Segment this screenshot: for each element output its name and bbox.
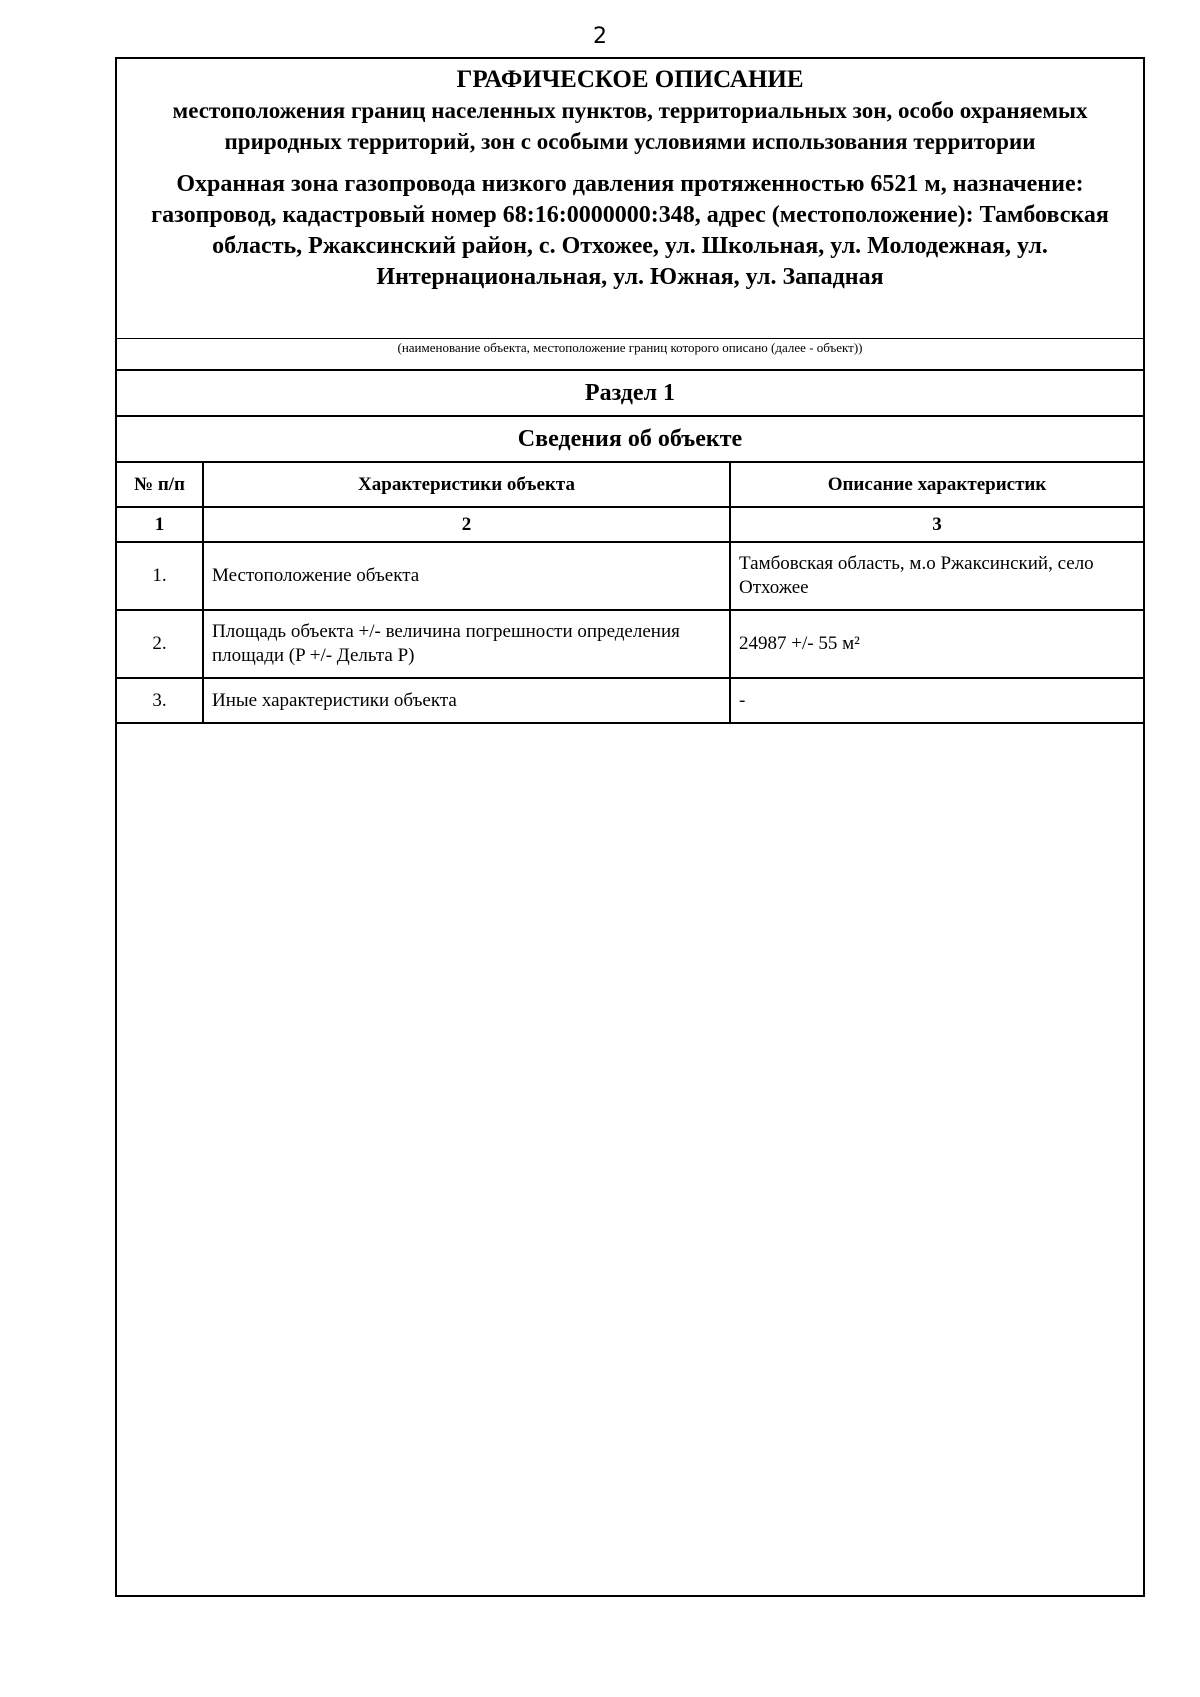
row-characteristic: Местоположение объекта	[203, 542, 730, 610]
section-title: Раздел 1	[117, 371, 1143, 417]
row-description: -	[730, 678, 1143, 723]
column-number-1: 1	[117, 507, 203, 542]
header-number: № п/п	[117, 463, 203, 507]
row-description: Тамбовская область, м.о Ржаксинский, село Отхожее	[730, 542, 1143, 610]
document-header	[117, 59, 1143, 339]
table-row	[117, 678, 1143, 723]
column-number-3: 3	[730, 507, 1143, 542]
page-number: 2	[593, 24, 607, 49]
row-characteristic: Площадь объекта +/- величина погрешности определения площади (P +/- Дельта P)	[203, 610, 730, 678]
row-number: 2.	[117, 610, 203, 678]
section-subtitle: Сведения об объекте	[117, 417, 1143, 463]
row-number: 3.	[117, 678, 203, 723]
object-info-table	[117, 463, 1143, 724]
document-frame	[115, 57, 1145, 1597]
table-row	[117, 610, 1143, 678]
table-row	[117, 542, 1143, 610]
row-number: 1.	[117, 542, 203, 610]
document-title: ГРАФИЧЕСКОЕ ОПИСАНИЕ	[456, 66, 804, 93]
object-caption: (наименование объекта, местоположение границ которого описано (далее - объект))	[117, 339, 1143, 371]
object-name: Охранная зона газопровода низкого давления протяженностью 6521 м, назначение: газопровод, кадастровый номер 68:16:0000000:348, адрес (местоположение): Тамбовская область, Ржаксинский район, с. Отхожее, ул. Школьная, ул. Молодежная, ул. Интернациональная, ул. Южная, ул. Западная	[151, 171, 1109, 290]
table-header-row	[117, 463, 1143, 507]
header-description: Описание характеристик	[730, 463, 1143, 507]
row-characteristic: Иные характеристики объекта	[203, 678, 730, 723]
header-characteristic: Характеристики объекта	[203, 463, 730, 507]
column-number-2: 2	[203, 507, 730, 542]
document-subtitle: местоположения границ населенных пунктов, территориальных зон, особо охраняемых природных территорий, зон с особыми условиями использования территории	[172, 98, 1088, 154]
row-description: 24987 +/- 55 м²	[730, 610, 1143, 678]
column-numbering-row	[117, 507, 1143, 542]
